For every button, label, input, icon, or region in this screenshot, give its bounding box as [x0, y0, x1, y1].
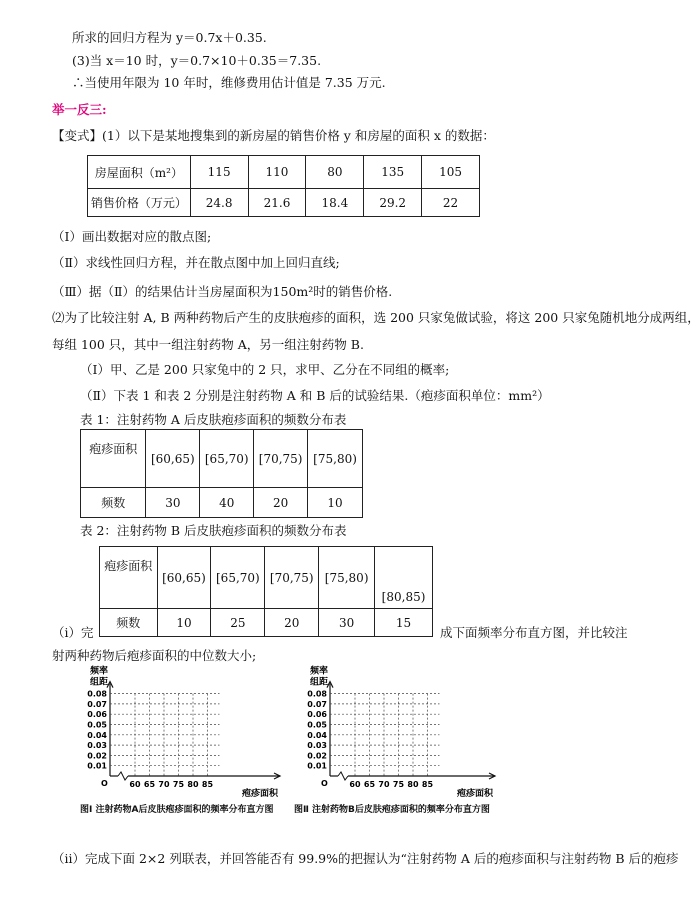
- table-cell: 21.6: [248, 189, 306, 217]
- variant-intro: 【变式】(1）以下是某地搜集到的新房屋的销售价格 y 和房屋的面积 x 的数据：: [52, 128, 495, 143]
- y-tick-label: 0.07: [87, 699, 107, 709]
- table1-title: 表 1：注射药物 A 后皮肤疱疹面积的频数分布表: [80, 412, 347, 427]
- problem2-qii: （ⅱ）完成下面 2×2 列联表，并回答能否有 99.9%的把握认为“注射药物 A 后的疱疹面积与注射药物 B 后的疱疹: [52, 851, 679, 866]
- table2-count: 10: [157, 609, 211, 637]
- table-cell-price-label: 销售价格（万元）: [88, 189, 191, 217]
- table2-interval: [65,70): [211, 547, 265, 609]
- histogram-caption-b: 图Ⅱ 注射药物B后皮肤疱疹面积的频率分布直方图: [294, 805, 490, 815]
- problem2-line-1: ⑵为了比较注射 A, B 两种药物后产生的皮肤疱疹的面积，选 200 只家兔做试验，将这 200 只家兔随机地分成两组，: [52, 310, 700, 325]
- y-tick-label: 0.04: [307, 730, 327, 740]
- table1-interval: [60,65): [146, 430, 200, 488]
- table1-count: 40: [200, 488, 254, 518]
- y-tick-label: 0.03: [87, 741, 107, 751]
- x-tick-label: 60: [349, 780, 361, 789]
- histogram-caption-a: 图Ⅰ 注射药物A后皮肤疱疹面积的频率分布直方图: [80, 805, 274, 815]
- solution-line-3: ∴当使用年限为 10 年时，维修费用估计值是 7.35 万元.: [72, 75, 386, 90]
- y-axis-label-bottom: 组距: [310, 677, 329, 688]
- problem2-q1: （Ⅰ）甲、乙是 200 只家兔中的 2 只，求甲、乙分在不同组的概率;: [80, 362, 450, 377]
- table1-frequency: [80, 429, 363, 518]
- table1-count: 30: [146, 488, 200, 518]
- x-tick-label: 75: [172, 780, 185, 789]
- variant-q2: （Ⅱ）求线性回归方程，并在散点图中加上回归直线;: [52, 255, 340, 270]
- x-tick-label: 60: [129, 780, 141, 789]
- y-tick-label: 0.08: [307, 689, 327, 699]
- table1-interval: [75,80): [308, 430, 363, 488]
- x-tick-label: 70: [378, 780, 390, 789]
- table1-count-label: 频数: [81, 488, 146, 518]
- table2-count-label: 频数: [100, 609, 158, 637]
- problem2-qi-left: （ⅰ）完: [52, 625, 94, 640]
- table-cell: 135: [364, 156, 422, 189]
- table1-interval: [65,70): [200, 430, 254, 488]
- table-cell: 22: [422, 189, 480, 217]
- histogram-grid-b: [290, 666, 500, 799]
- y-tick-label: 0.08: [87, 689, 107, 699]
- table2-title: 表 2：注射药物 B 后皮肤疱疹面积的频数分布表: [80, 523, 347, 538]
- y-tick-label: 0.02: [307, 751, 327, 761]
- table-cell: 18.4: [306, 189, 364, 217]
- table2-interval: [75,80): [319, 547, 375, 609]
- table2-area-label: 疱疹面积: [100, 547, 158, 609]
- section-heading: 举一反三:: [52, 102, 107, 117]
- origin-label: O: [101, 779, 108, 788]
- x-tick-label: 80: [407, 780, 419, 789]
- table2-interval: [80,85): [375, 547, 433, 609]
- x-tick-label: 85: [421, 780, 434, 789]
- y-tick-label: 0.05: [87, 720, 107, 730]
- table1-area-label: 疱疹面积: [81, 430, 146, 488]
- solution-line-2: (3)当 x＝10 时，y＝0.7×10＋0.35＝7.35.: [72, 53, 322, 68]
- table1-count: 20: [254, 488, 308, 518]
- x-tick-label: 75: [392, 780, 405, 789]
- y-tick-label: 0.02: [87, 751, 107, 761]
- y-axis-label-top: 频率: [90, 666, 109, 677]
- y-axis-label-top: 频率: [310, 666, 329, 677]
- table-cell: 29.2: [364, 189, 422, 217]
- table2-interval: [60,65): [157, 547, 211, 609]
- table2-interval: [70,75): [265, 547, 319, 609]
- y-tick-label: 0.01: [307, 761, 327, 771]
- solution-line-1: 所求的回归方程为 y＝0.7x＋0.35.: [72, 30, 267, 45]
- table2-count: 20: [265, 609, 319, 637]
- table2-count: 15: [375, 609, 433, 637]
- x-axis-label: 疱疹面积: [457, 789, 494, 799]
- table-cell: 105: [422, 156, 480, 189]
- y-tick-label: 0.04: [87, 730, 107, 740]
- x-tick-label: 65: [143, 780, 156, 789]
- y-tick-label: 0.06: [307, 710, 327, 720]
- y-tick-label: 0.05: [307, 720, 327, 730]
- x-tick-label: 65: [363, 780, 376, 789]
- variant-q1: （Ⅰ）画出数据对应的散点图;: [52, 229, 212, 244]
- x-tick-label: 70: [158, 780, 170, 789]
- y-axis-label-bottom: 组距: [90, 677, 109, 688]
- table2-frequency: [99, 546, 433, 637]
- problem2-qi-line-2: 射两种药物后疱疹面积的中位数大小;: [52, 648, 257, 663]
- problem2-qi-right: 成下面频率分布直方图，并比较注: [440, 625, 628, 640]
- table-cell: 110: [248, 156, 306, 189]
- y-tick-label: 0.07: [307, 699, 327, 709]
- table2-count: 25: [211, 609, 265, 637]
- y-tick-label: 0.06: [87, 710, 107, 720]
- x-axis-break: [118, 772, 128, 780]
- table2-count: 30: [319, 609, 375, 637]
- table-cell: 115: [190, 156, 248, 189]
- problem2-line-2: 每组 100 只，其中一组注射药物 A，另一组注射药物 B.: [52, 337, 364, 352]
- problem2-q2: （Ⅱ）下表 1 和表 2 分别是注射药物 A 和 B 后的试验结果.（疱疹面积单位：mm²）: [80, 388, 550, 403]
- table1-interval: [70,75): [254, 430, 308, 488]
- y-tick-label: 0.01: [87, 761, 107, 771]
- variant-q3: （Ⅲ）据（Ⅱ）的结果估计当房屋面积为150m²时的销售价格.: [52, 284, 393, 299]
- table-cell: 80: [306, 156, 364, 189]
- x-axis-break: [338, 772, 348, 780]
- x-tick-label: 80: [187, 780, 199, 789]
- table-cell-area-label: 房屋面积（m²）: [88, 156, 191, 189]
- x-axis-label: 疱疹面积: [242, 789, 279, 799]
- histogram-grid-a: [70, 666, 285, 799]
- house-data-table: [87, 155, 480, 217]
- y-tick-label: 0.03: [307, 741, 327, 751]
- origin-label: O: [321, 779, 328, 788]
- table-cell: 24.8: [190, 189, 248, 217]
- x-tick-label: 85: [201, 780, 214, 789]
- table1-count: 10: [308, 488, 363, 518]
